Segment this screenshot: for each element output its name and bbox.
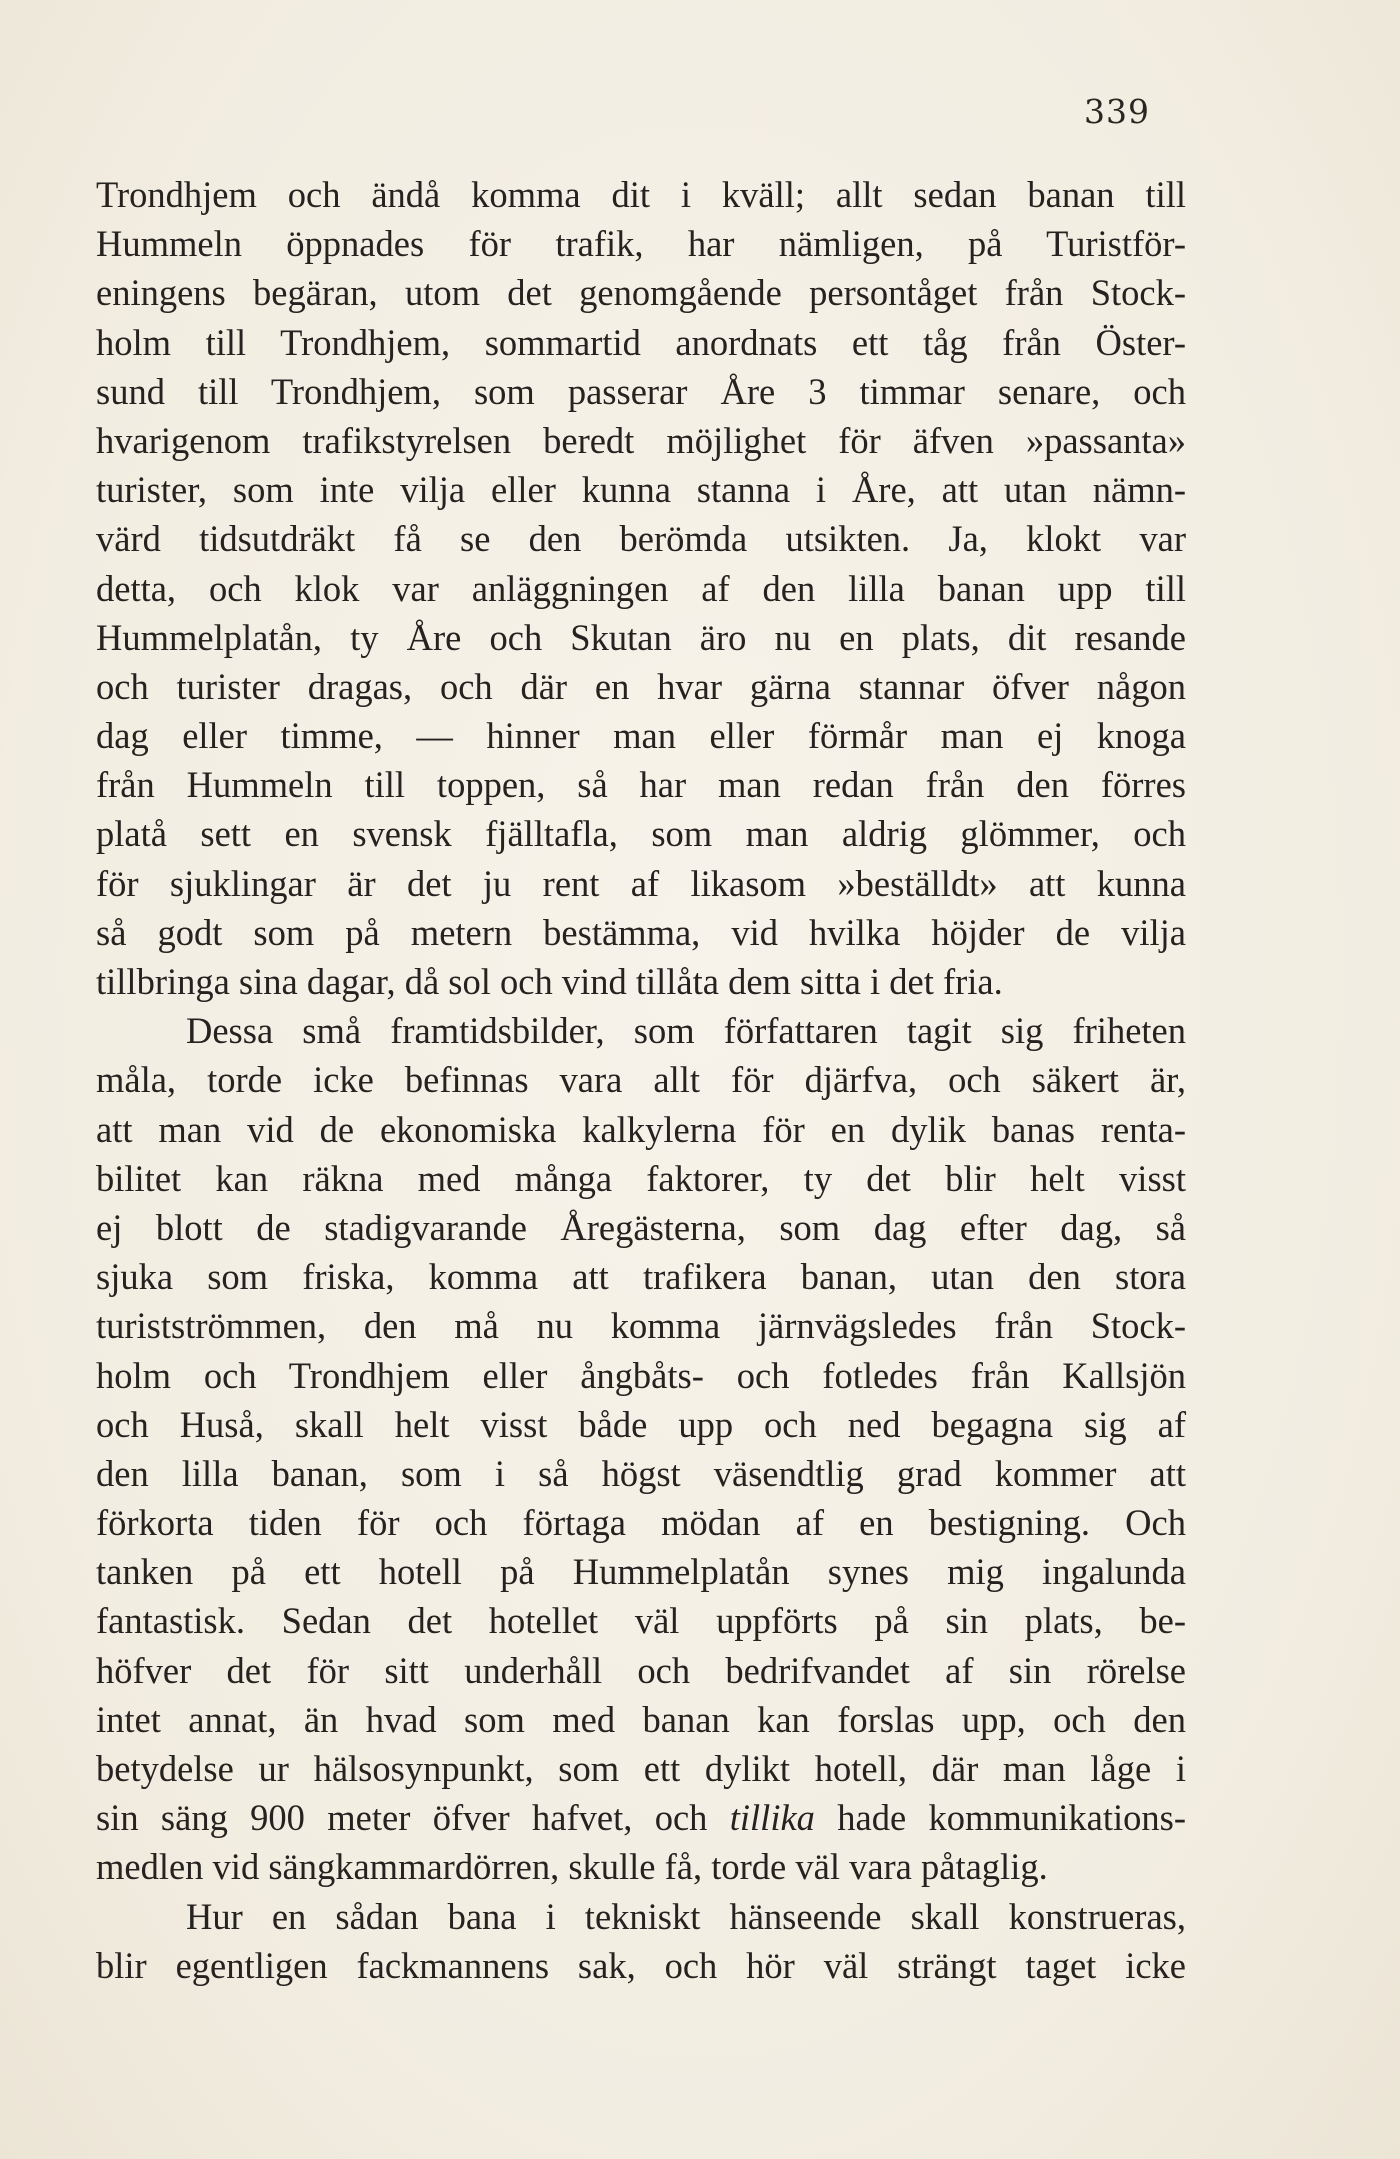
text-line: och Huså, skall helt visst både upp och ned begagna sig af — [96, 1403, 1186, 1445]
text-line: att man vid de ekonomiska kalkylerna för en dylik banas renta- — [96, 1108, 1186, 1150]
text-segment: sin säng 900 meter öfver hafvet, och — [96, 1797, 730, 1839]
text-line: Hummeln öppnades för trafik, har nämligen, på Turistför- — [96, 223, 1186, 265]
text-line: sjuka som friska, komma att trafikera banan, utan den stora — [96, 1256, 1186, 1298]
text-line: tillbringa sina dagar, då sol och vind tillåta dem sitta i det fria. — [96, 961, 1003, 1002]
paragraph — [96, 170, 1186, 1006]
text-line: dag eller timme, — hinner man eller förmår man ej knoga — [96, 715, 1186, 757]
text-line: den lilla banan, som i så högst väsendtlig grad kommer att — [96, 1452, 1186, 1494]
text-line: detta, och klok var anläggningen af den lilla banan upp till — [96, 567, 1186, 609]
text-line: Trondhjem och ändå komma dit i kväll; allt sedan banan till — [96, 174, 1186, 215]
text-line: för sjuklingar är det ju rent af likasom »beställdt» att kunna — [96, 862, 1186, 904]
text-line: intet annat, än hvad som med banan kan forslas upp, och den — [96, 1698, 1186, 1740]
text-line: bilitet kan räkna med många faktorer, ty det blir helt visst — [96, 1157, 1186, 1199]
text-line: platå sett en svensk fjälltafla, som man aldrig glömmer, och — [96, 813, 1186, 855]
text-line: värd tidsutdräkt få se den berömda utsikten. Ja, klokt var — [96, 518, 1186, 560]
text-line: och turister dragas, och där en hvar gärna stannar öfver någon — [96, 665, 1186, 707]
text-line: höfver det för sitt underhåll och bedrifvandet af sin rörelse — [96, 1649, 1186, 1691]
page-number: 339 — [1084, 92, 1150, 131]
text-line: Hur en sådan bana i tekniskt hänseende skall konstrueras, — [186, 1895, 1186, 1937]
text-line: sund till Trondhjem, som passerar Åre 3 timmar senare, och — [96, 370, 1186, 412]
text-line: eningens begäran, utom det genomgående persontåget från Stock- — [96, 272, 1186, 314]
italic-word: tillika — [729, 1797, 815, 1839]
text-line: holm och Trondhjem eller ångbåts- och fotledes från Kallsjön — [96, 1354, 1186, 1396]
text-line: från Hummeln till toppen, så har man redan från den förres — [96, 764, 1186, 806]
paragraph — [96, 1892, 1186, 1990]
text-segment: hade kommunikations- — [814, 1797, 1186, 1839]
text-line: förkorta tiden för och förtaga mödan af en bestigning. Och — [96, 1502, 1186, 1544]
text-line: måla, torde icke befinnas vara allt för djärfva, och säkert är, — [96, 1059, 1186, 1101]
text-line: hvarigenom trafikstyrelsen beredt möjlighet för äfven »passanta» — [96, 419, 1186, 461]
text-line: medlen vid sängkammardörren, skulle få, torde väl vara påtaglig. — [96, 1846, 1048, 1888]
text-line: Hummelplatån, ty Åre och Skutan äro nu en plats, dit resande — [96, 616, 1186, 658]
text-line: Dessa små framtidsbilder, som författaren tagit sig friheten — [186, 1010, 1186, 1052]
text-line — [96, 1793, 1186, 1842]
text-line: ej blott de stadigvarande Åregästerna, som dag efter dag, så — [96, 1206, 1186, 1248]
text-line: så godt som på metern bestämma, vid hvilka höjder de vilja — [96, 911, 1186, 953]
text-line: turister, som inte vilja eller kunna stanna i Åre, att utan nämn- — [96, 469, 1186, 511]
text-line: turistströmmen, den må nu komma järnvägsledes från Stock- — [96, 1305, 1186, 1347]
paragraph — [96, 1006, 1186, 1891]
text-line: betydelse ur hälsosynpunkt, som ett dylikt hotell, där man låge i — [96, 1748, 1186, 1789]
body-text — [96, 170, 1186, 1990]
text-line: holm till Trondhjem, sommartid anordnats ett tåg från Öster- — [96, 321, 1186, 363]
text-line: fantastisk. Sedan det hotellet väl uppförts på sin plats, be- — [96, 1600, 1186, 1642]
text-line: blir egentligen fackmannens sak, och hör väl strängt taget icke — [96, 1944, 1186, 1986]
text-line: tanken på ett hotell på Hummelplatån synes mig ingalunda — [96, 1551, 1186, 1593]
